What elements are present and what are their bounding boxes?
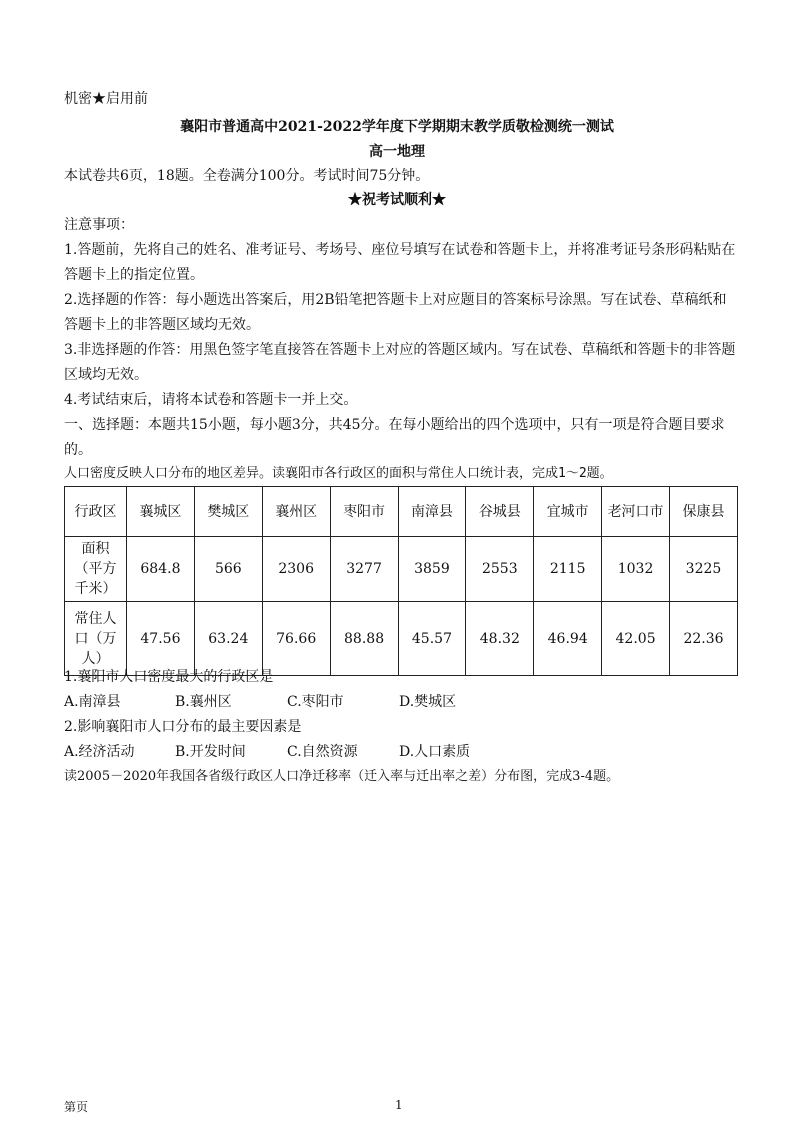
table-header-cell: 老河口市 [602,487,670,537]
confidential-label: 机密★启用前 [64,91,148,107]
table-cell: 22.36 [670,602,738,676]
table-cell: 46.94 [534,602,602,676]
table-cell: 566 [194,537,262,602]
table-cell: 3225 [670,537,738,602]
q1-option-d[interactable]: D.樊城区 [399,694,457,710]
table-header-cell: 宜城市 [534,487,602,537]
table-cell: 1032 [602,537,670,602]
table-cell: 63.24 [194,602,262,676]
table-header-row [65,487,738,537]
table-header-cell: 襄城区 [127,487,195,537]
q2-option-b[interactable]: B.开发时间 [175,744,246,760]
note-3-line-1: 3.非选择题的作答：用黑色签字笔直接答在答题卡上对应的答题区域内。写在试卷、草稿纸和答题卡的非答题 [64,342,736,358]
table-cell: 47.56 [127,602,195,676]
table-cell: 88.88 [330,602,398,676]
table-row-label: 常住人口（万人） [65,602,127,676]
table-header-cell: 樊城区 [194,487,262,537]
question-2-stem: 2.影响襄阳市人口分布的最主要因素是 [64,719,302,735]
footer-page-label: 第页 [64,1100,89,1114]
q1-option-b[interactable]: B.襄州区 [175,694,232,710]
section-1-instruction-cont: 的。 [64,442,92,458]
table-cell: 3859 [398,537,466,602]
table-cell: 684.8 [127,537,195,602]
table-cell: 2306 [262,537,330,602]
table-header-cell: 保康县 [670,487,738,537]
exam-title: 襄阳市普通高中2021-2022学年度下学期期末教学质敬检测统一测试 [180,119,614,135]
question-1-stem: 1.襄阳市人口密度最大的行政区是 [64,669,274,685]
table-cell: 42.05 [602,602,670,676]
q3-4-intro: 读2005－2020年我国各省级行政区人口净迁移率（迁入率与迁出率之差）分布图，完成3-4题。 [64,769,620,784]
q1-option-c[interactable]: C.枣阳市 [287,694,344,710]
q1-2-intro: 人口密度反映人口分布的地区差异。读襄阳市各行政区的面积与常住人口统计表，完成1～2题。 [64,466,613,481]
table-header-label: 行政区 [65,487,127,537]
exam-info: 本试卷共6页，18题。全卷满分100分。考试时间75分钟。 [64,168,430,184]
subject-title: 高一地理 [369,144,425,160]
table-cell: 45.57 [398,602,466,676]
note-4: 4.考试结束后，请将本试卷和答题卡一并上交。 [64,392,358,408]
note-3-line-2: 区域均无效。 [64,367,148,383]
table-header-cell: 襄州区 [262,487,330,537]
q1-option-a[interactable]: A.南漳县 [64,694,121,710]
section-1-instruction: 一、选择题：本题共15小题，每小题3分，共45分。在每小题给出的四个选项中，只有一项是符合题目要求 [64,417,725,433]
table-header-cell: 枣阳市 [330,487,398,537]
table-cell: 2115 [534,537,602,602]
table-cell: 3277 [330,537,398,602]
note-1-line-2: 答题卡上的指定位置。 [64,267,204,283]
table-header-cell: 南漳县 [398,487,466,537]
table-cell: 76.66 [262,602,330,676]
table-row-population [65,602,738,676]
table-header-cell: 谷城县 [466,487,534,537]
population-table [64,486,738,676]
note-2-line-2: 答题卡上的非答题区域均无效。 [64,317,260,333]
note-2-line-1: 2.选择题的作答：每小题选出答案后，用2B铅笔把答题卡上对应题目的答案标号涂黑。写在试卷、草稿纸和 [64,292,727,308]
table-cell: 48.32 [466,602,534,676]
note-1-line-1: 1.答题前，先将自己的姓名、准考证号、考场号、座位号填写在试卷和答题卡上，并将准考证号条形码粘贴在 [64,242,736,258]
table-row-label: 面积（平方千米） [65,537,127,602]
q2-option-a[interactable]: A.经济活动 [64,744,135,760]
q2-option-c[interactable]: C.自然资源 [287,744,358,760]
q2-option-d[interactable]: D.人口素质 [399,744,471,760]
table-row-area [65,537,738,602]
good-luck-banner: ★祝考试顺利★ [348,192,446,208]
footer-page-number: 1 [395,1098,403,1112]
table-cell: 2553 [466,537,534,602]
notes-heading: 注意事项： [64,217,134,233]
